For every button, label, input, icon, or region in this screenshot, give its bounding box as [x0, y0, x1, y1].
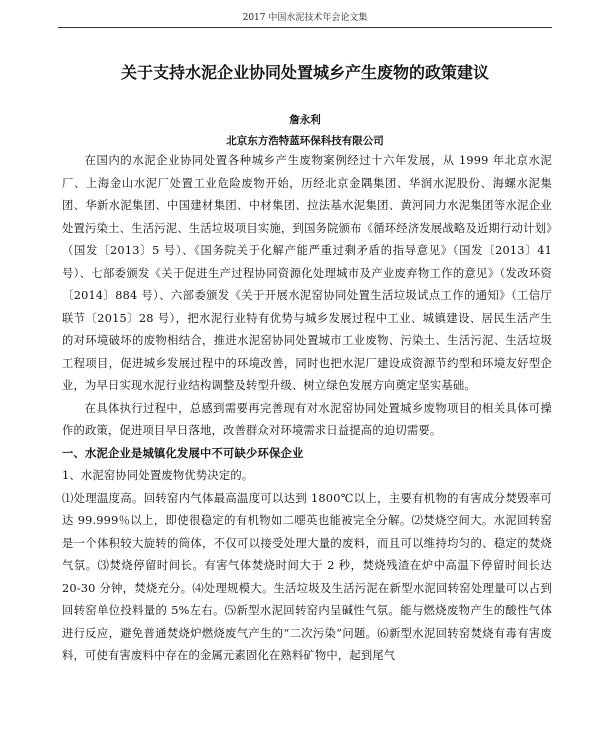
body-paragraph: 在具体执行过程中，总感到需要再完善现有对水泥窑协同处置城乡废物项目的相关具体可操作的政策，促进项目早日落地，改善群众对环境需求日益提高的迫切需要。 — [62, 401, 552, 437]
author-name: 詹永利 — [289, 114, 321, 126]
body-paragraph: ⑴处理温度高。回转窑内气体最高温度可以达到 1800℃以上，主要有机物的有害成分焚毁率可达 99.999％以上，即使很稳定的有机物如二噁英也能被完全分解。⑵焚烧空间大。水泥回转窑是一个体积较大旋转的筒体，不仅可以接受处理大量的废料，而且可以维持均匀的、稳定的焚烧气氛。⑶焚烧停留时间长。有害气体焚烧时间大于 2 秒，焚烧残渣在炉中高温下停留时间长达 20-30 分钟，焚烧充分。⑷处理规模大。生活垃圾及生活污泥在新型水泥回转窑处理量可以占到回转窑单位投料量的 5%左右。⑸新型水泥回转窑内呈碱性气氛。能与燃烧废物产生的酸性气体进行反应，避免普通焚烧炉燃烧废气产生的“二次污染”问题。⑹新型水泥回转窑焚烧有毒有害废料，可使有害废料中存在的金属元素固化在熟料矿物中，起到尾气 — [62, 491, 552, 662]
header-divider — [58, 27, 552, 28]
subsection-heading: 1、水泥窑协同处置废物优势决定的。 — [62, 469, 254, 482]
article-title: 关于支持水泥企业协同处置城乡产生废物的政策建议 — [120, 63, 489, 82]
running-header: 2017 中国水泥技术年会论文集 — [242, 13, 368, 23]
section-heading: 一、水泥企业是城镇化发展中不可缺少环保企业 — [62, 446, 304, 460]
author-affiliation: 北京东方浩特蓝环保科技有限公司 — [226, 135, 384, 147]
body-paragraph: 在国内的水泥企业协同处置各种城乡产生废物案例经过十六年发展，从 1999 年北京水泥厂、上海金山水泥厂处置工业危险废物开始，历经北京金隅集团、华润水泥股份、海螺水泥集团、华新水泥集团、中国建材集团、中材集团、拉法基水泥集团、黄河同力水泥集团等水泥企业处置污染土、生活污泥、生活垃圾项目实施，到国务院颁布《循环经济发展战略及近期行动计划》（国发〔2013〕5 号）、《国务院关于化解产能严重过剩矛盾的指导意见》（国发〔2013〕41 号）、七部委颁发《关于促进生产过程协同资源化处理城市及产业废弃物工作的意见》（发改环资〔2014〕884 号）、六部委颁发《关于开展水泥窑协同处置生活垃圾试点工作的通知》（工信厅联节〔2015〕28 号），把水泥行业特有优势与城乡发展过程中工业、城镇建设、居民生活产生的对环境破坏的废物相结合，推进水泥窑协同处置城市工业废物、污染土、生活污泥、生活垃圾工程项目，促进城乡发展过程中的环境改善，同时也把水泥厂建设成资源节约型和环境友好型企业，为早日实现水泥行业结构调整及转型升级、树立绿色发展方向奠定坚实基础。 — [62, 154, 552, 392]
article-body — [62, 150, 552, 668]
